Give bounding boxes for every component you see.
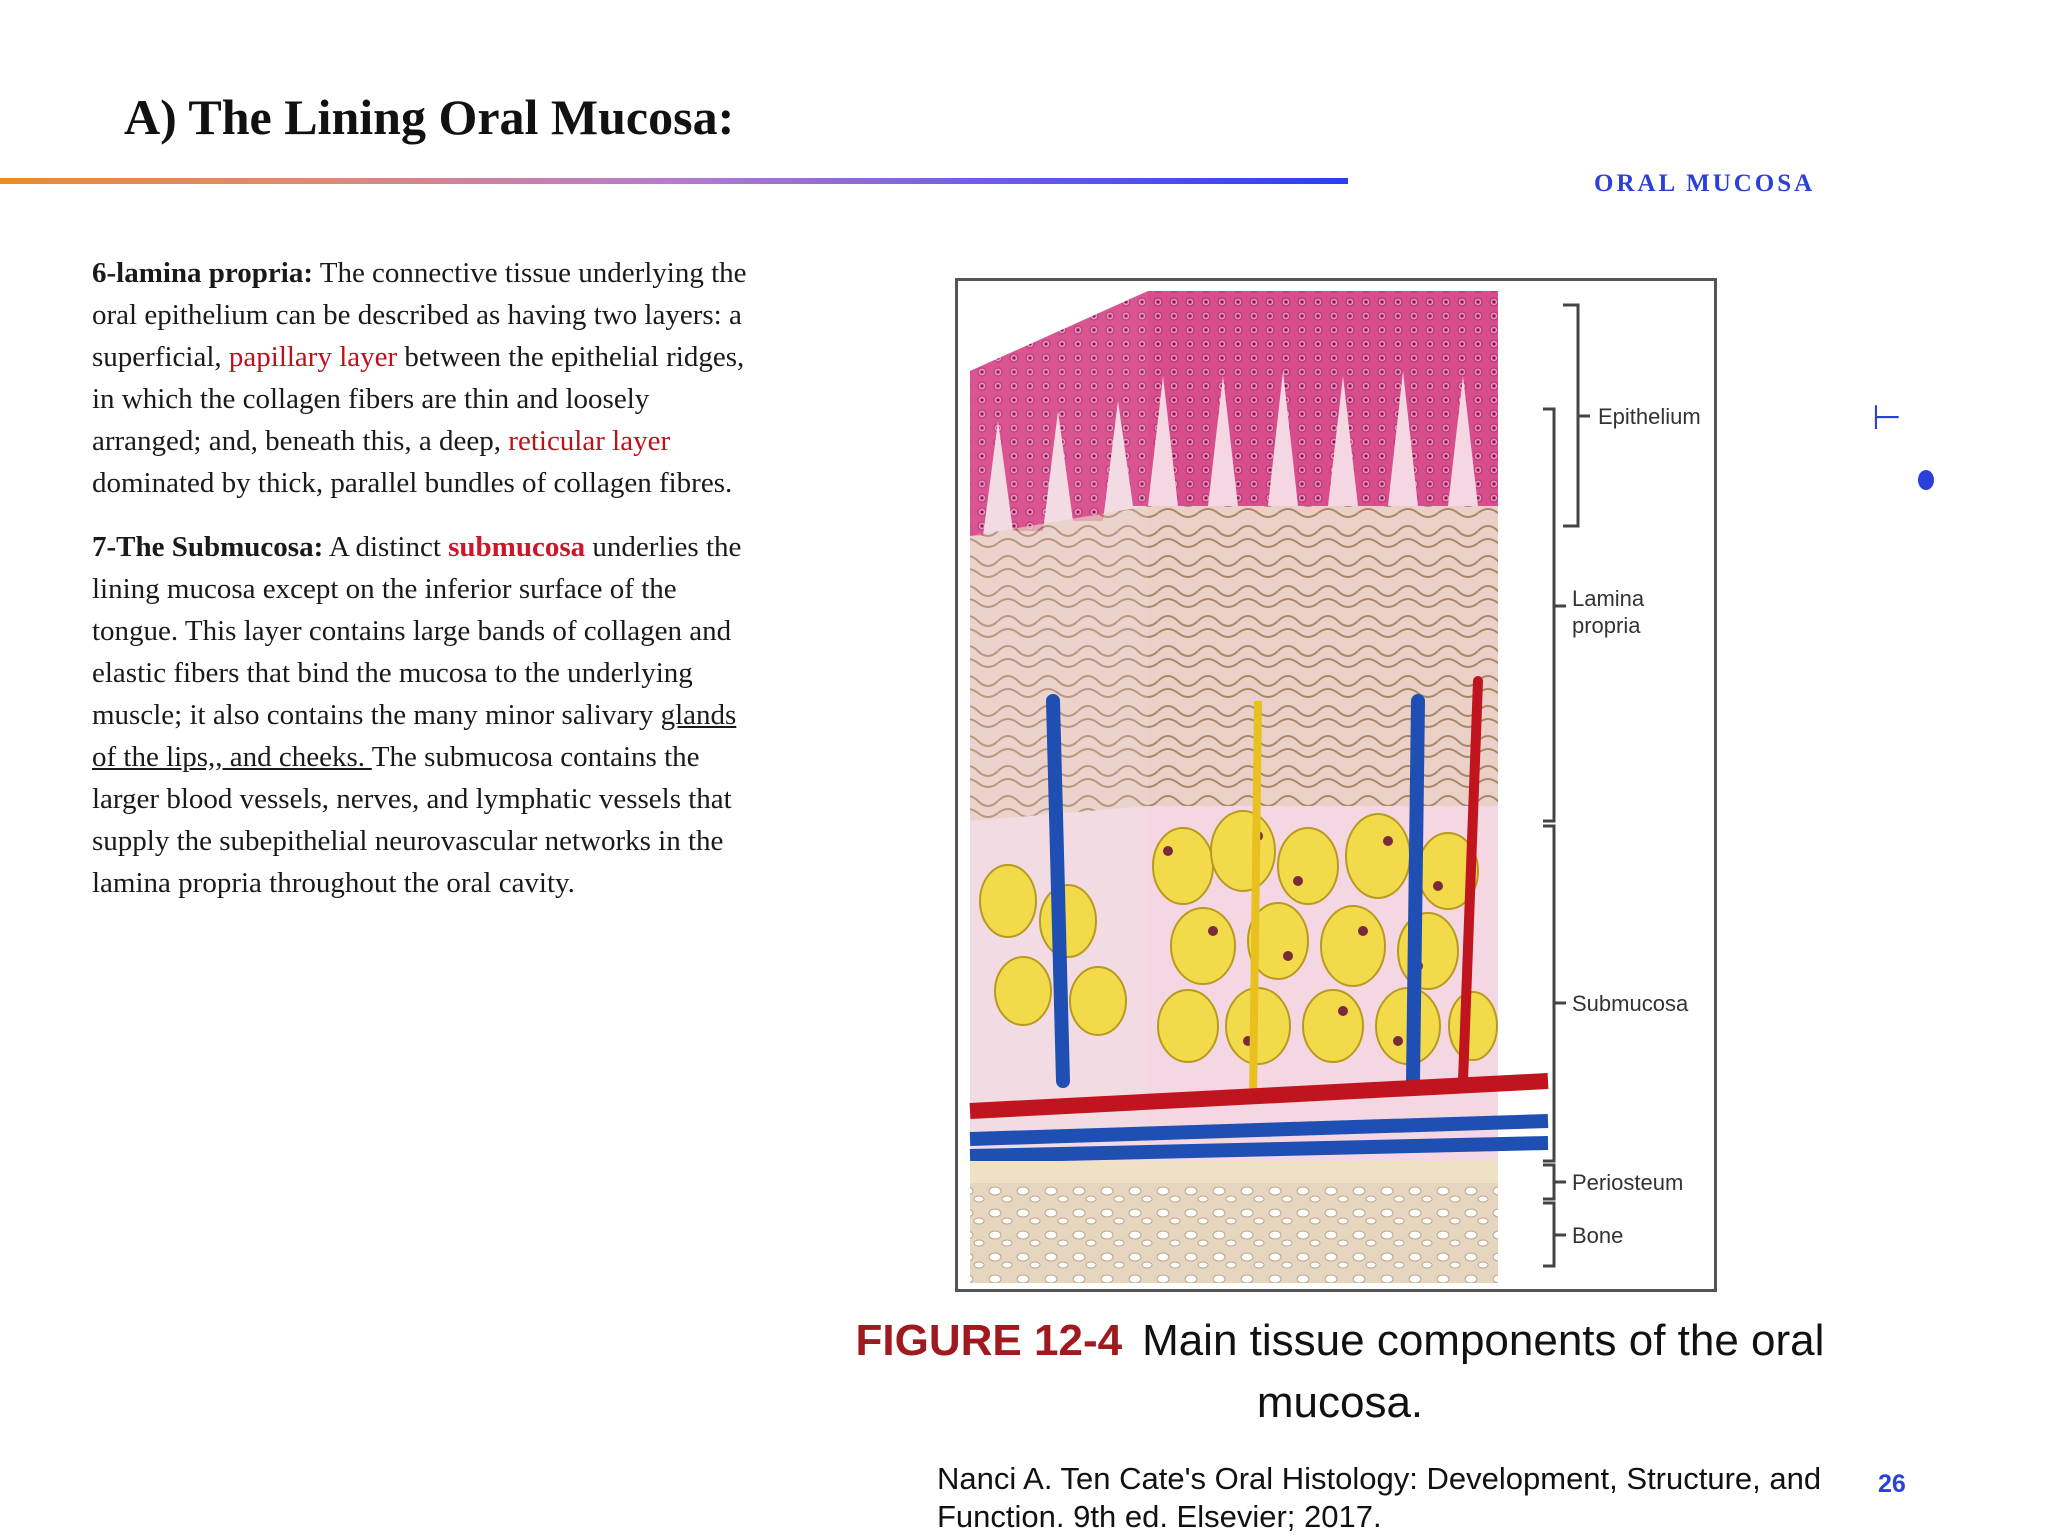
figure-number: FIGURE 12-4 [855,1316,1123,1365]
lamina-propria-fibers [1148,506,1498,806]
oral-mucosa-figure [955,278,1717,1292]
label-submucosa: Submucosa [1572,991,1689,1016]
figure-caption-text: Main tissue components of the oral mucosa. [1142,1316,1825,1427]
periosteum-layer [970,1161,1498,1183]
text-span: The connective tissue underlying the oral epithelium can be described as having two layers: a superficial, [92,257,747,373]
tissue-diagram [958,281,1714,1289]
papillary-layer-term: papillary layer [228,341,398,373]
lamina-propria-heading: 6-lamina propria: [92,257,313,289]
reticular-layer-term: reticular layer [508,425,671,457]
section-label: ORAL MUCOSA [1594,170,1816,197]
bone-layer [970,1183,1498,1283]
citation: Nanci A. Ten Cate's Oral Histology: Development, Structure, and Function. 9th ed. Elsevier; 2017. [937,1461,1822,1534]
bracket-marker-icon: ⊢ [1872,398,1902,438]
submucosa-term: submucosa [448,531,586,563]
epithelium-layer [1148,291,1498,506]
paragraph-lamina-propria [92,252,752,504]
tissue-block [970,291,1548,1283]
text-span: The submucosa contains the larger blood vessels, nerves, and lymphatic vessels that supply the subepithelial neurovascular networks in the lamina propria throughout the oral cavity. [92,741,732,899]
slide-title: A) The Lining Oral Mucosa: [124,89,735,145]
text-span: A distinct [323,531,449,563]
glands-underlined-text: glands of the lips,, and cheeks. [92,699,737,773]
label-epithelium: Epithelium [1598,404,1701,429]
paragraph-submucosa [92,526,752,904]
label-bone: Bone [1572,1223,1624,1248]
text-span: between the epithelial ridges, in which the collagen fibers are thin and loosely arranged; and, beneath this, a deep, [92,341,745,457]
label-periosteum: Periosteum [1572,1170,1684,1195]
text-span: dominated by thick, parallel bundles of collagen fibres. [92,467,733,499]
label-lamina: Lamina [1572,586,1645,611]
nerve-vertical [1253,701,1258,1101]
submucosa-heading: 7-The Submucosa: [92,531,324,563]
gradient-divider [0,178,1348,184]
page-number: 26 [1878,1470,1906,1498]
layer-brackets [1543,305,1590,1266]
text-span: underlies the lining mucosa except on the inferior surface of the tongue. This layer contains large bands of collagen and elastic fibers that bind the mucosa to the underlying muscle; it also contains the many minor salivary [92,531,742,731]
body-text [92,252,752,926]
bullet-dot-icon [1918,470,1934,490]
label-propria: propria [1572,613,1641,638]
figure-caption [800,1310,1880,1434]
